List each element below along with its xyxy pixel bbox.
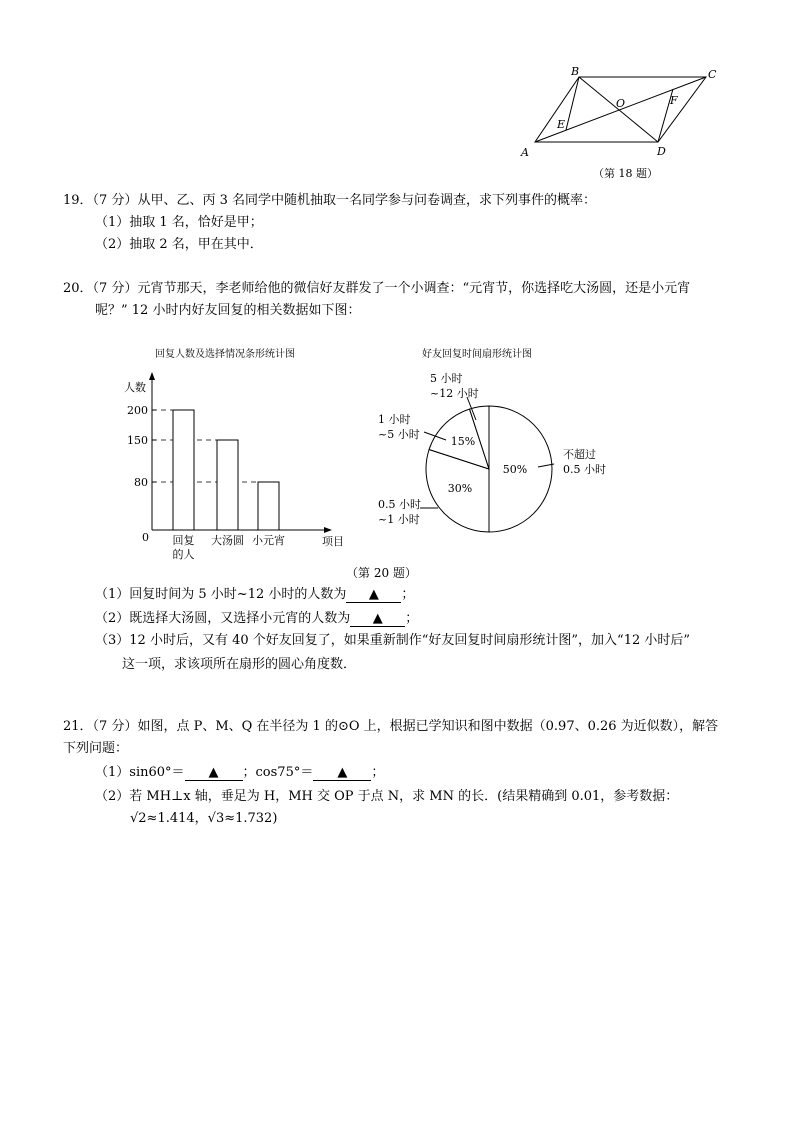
q20-part1: [95, 586, 414, 604]
q19-part1: （1）抽取 1 名，恰好是甲；: [95, 215, 263, 230]
q20-stem-line2: 呢？” 12 小时内好友回复的相关数据如下图：: [95, 303, 361, 318]
pie-slice-label-3-0: 5 小时: [430, 372, 463, 385]
y-tick-label-0: 80: [134, 476, 148, 489]
q21-stem-line1: 21．（7 分）如图，点 P、M、Q 在半径为 1 的⊙O 上，根据已学知识和图中数据（0.97、0.26 为近似数），解答: [63, 719, 719, 734]
pie-chart: [360, 340, 650, 540]
answer-blank-q20-2[interactable]: [350, 612, 405, 627]
pie-slice-label-2-0: 1 小时: [378, 413, 411, 426]
q20-part2-semicolon: ；: [405, 611, 419, 626]
pie-slice-label-1-1: ~1 小时: [378, 513, 420, 526]
x-category-label-0-0: 回复: [172, 534, 195, 547]
q20-part3-line2: 这一项，求该项所在扇形的圆心角度数．: [122, 657, 357, 672]
bar-chart-title: 回复人数及选择情况条形统计图: [155, 349, 295, 360]
q21-part2-line2: √2≈1.414，√3≈1.732): [130, 811, 278, 826]
q21-part2-line1: （2）若 MH⊥x 轴，垂足为 H，MH 交 OP 于点 N，求 MN 的长．(结果精确到 0.01，参考数据：: [95, 789, 679, 804]
y-tick-label-2: 200: [127, 404, 148, 417]
blank-triangle-mark: ▲: [208, 765, 219, 780]
q20-part1-semicolon: ；: [401, 587, 415, 602]
x-category-label-2-0: 小元宵: [252, 534, 285, 547]
q20-part2: [95, 610, 418, 628]
pie-slice-label-0-1: 0.5 小时: [563, 463, 606, 476]
answer-blank-q21-sin[interactable]: [185, 766, 243, 781]
bar-0: [173, 410, 194, 530]
pie-slice-percent-1: 30%: [447, 482, 473, 495]
bar-chart-origin: 0: [142, 531, 149, 544]
y-axis-arrow: [149, 372, 155, 380]
q20-stem-line1: 20．（7 分）元宵节那天，李老师给他的微信好友群发了一个小调查：“元宵节，你选择吃大汤圆，还是小元宵: [63, 281, 691, 296]
segment-be: [566, 77, 579, 130]
x-category-label-1-0: 大汤圆: [211, 534, 244, 547]
fig18-caption: （第 18 题）: [593, 167, 658, 180]
answer-blank-q21-cos[interactable]: [313, 766, 371, 781]
label-d: D: [657, 145, 666, 158]
answer-blank-q20-1[interactable]: [346, 588, 401, 603]
y-tick-label-1: 150: [127, 434, 148, 447]
pie-slice-label-3-1: ~12 小时: [430, 387, 479, 400]
blank-triangle-mark: ▲: [372, 611, 383, 626]
q20-part2-text: （2）既选择大汤圆，又选择小元宵的人数为: [95, 611, 351, 626]
label-f: F: [670, 94, 678, 107]
q21-part1-cos-text: ；cos75°＝: [242, 765, 314, 780]
bar-1: [217, 440, 238, 530]
fig18-parallelogram: [510, 66, 730, 184]
label-b: B: [571, 66, 580, 78]
pie-slice-label-0-0: 不超过: [563, 448, 596, 461]
label-o: O: [616, 97, 626, 110]
q19-part2: （2）抽取 2 名，甲在其中．: [95, 237, 263, 252]
q21-part1: [95, 764, 384, 782]
q21-stem-line2: 下列问题：: [63, 741, 129, 756]
pie-chart-title: 好友回复时间扇形统计图: [422, 349, 532, 360]
bar-chart-ylabel: 人数: [124, 381, 146, 394]
x-category-label-0-1: 的人: [172, 548, 195, 561]
q19-stem: 19．（7 分）从甲、乙、丙 3 名同学中随机抽取一名同学参与问卷调查，求下列事件的概率：: [63, 193, 596, 208]
pie-slice-percent-0: 50%: [502, 463, 528, 476]
label-a: A: [521, 146, 529, 159]
label-c: C: [708, 68, 717, 81]
pie-slice-label-2-1: ~5 小时: [378, 428, 420, 441]
q20-part3-line1: （3）12 小时后，又有 40 个好友回复了，如果重新制作“好友回复时间扇形统计图”，加入“12 小时后”: [95, 633, 691, 648]
bar-2: [258, 482, 279, 530]
q21-part1-sin-text: （1）sin60°＝: [95, 765, 185, 780]
bar-chart-xlabel: 项目: [322, 535, 344, 548]
q20-part1-text: （1）回复时间为 5 小时~12 小时的人数为: [95, 587, 347, 602]
label-e: E: [557, 118, 566, 131]
bar-chart: [110, 340, 360, 565]
x-axis-arrow: [324, 527, 332, 533]
blank-triangle-mark: ▲: [368, 587, 379, 602]
blank-triangle-mark: ▲: [337, 765, 348, 780]
pie-slice-percent-2: 15%: [450, 435, 476, 448]
pie-slice-label-1-0: 0.5 小时: [378, 498, 421, 511]
fig20-caption: （第 20 题）: [346, 566, 417, 580]
q21-part1-semicolon: ；: [371, 765, 385, 780]
